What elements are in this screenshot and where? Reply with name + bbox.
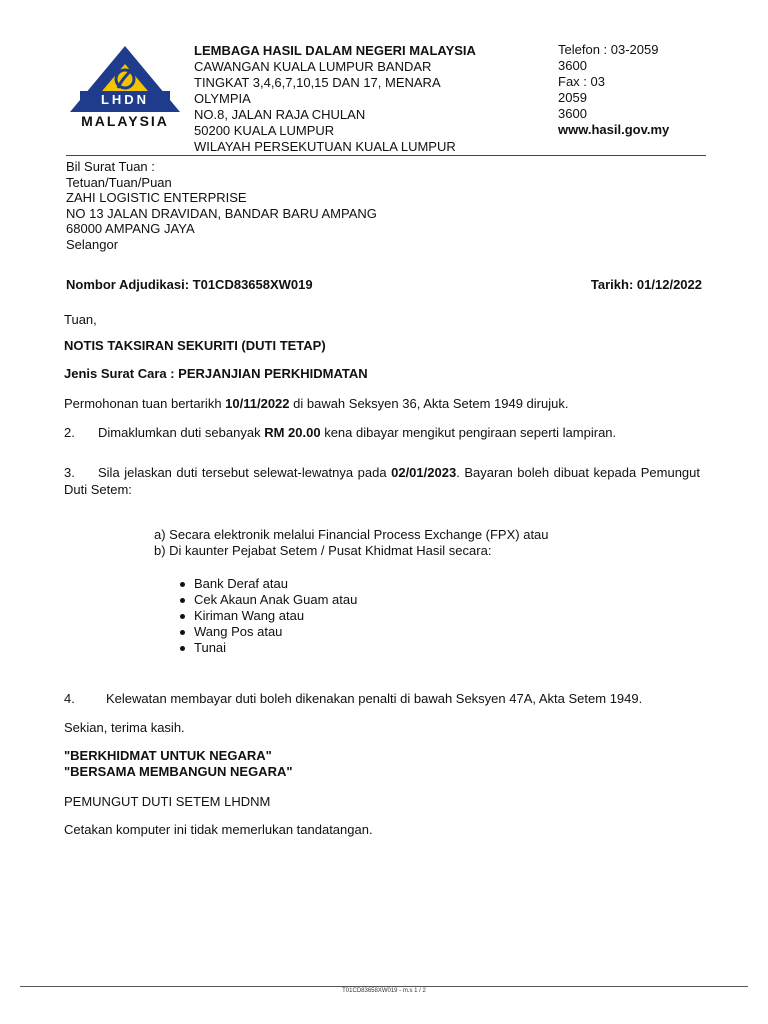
list-item: Wang Pos atau	[180, 624, 357, 640]
list-item: Tunai	[180, 640, 357, 656]
instrument-type: Jenis Surat Cara : PERJANJIAN PERKHIDMATAN	[64, 366, 368, 381]
recipient-line: Tetuan/Tuan/Puan	[66, 174, 172, 190]
org-line: TINGKAT 3,4,6,7,10,15 DAN 17, MENARA	[194, 75, 441, 90]
header-divider	[66, 155, 706, 156]
office-address	[194, 43, 476, 155]
motto-line-1: "BERKHIDMAT UNTUK NEGARA"	[64, 748, 272, 763]
list-item: Kiriman Wang atau	[180, 608, 357, 624]
org-line: 50200 KUALA LUMPUR	[194, 123, 335, 138]
office-contact	[558, 42, 669, 138]
payment-methods-list	[180, 576, 357, 656]
org-line: WILAYAH PERSEKUTUAN KUALA LUMPUR	[194, 139, 456, 154]
contact-line: 3600	[558, 58, 587, 73]
list-item: Cek Akaun Anak Guam atau	[180, 592, 357, 608]
computer-print-note: Cetakan komputer ini tidak memerlukan tandatangan.	[64, 822, 373, 837]
p2-text-end: kena dibayar mengikut pengiraan seperti lampiran.	[320, 425, 617, 440]
list-item: Bank Deraf atau	[180, 576, 357, 592]
closing: Sekian, terima kasih.	[64, 720, 185, 735]
p2-number: 2.	[64, 425, 75, 440]
salutation: Tuan,	[64, 312, 97, 327]
date-value: 01/12/2022	[636, 277, 702, 292]
recipient-line: Bil Surat Tuan :	[66, 159, 155, 174]
org-name: LEMBAGA HASIL DALAM NEGERI MALAYSIA	[194, 43, 476, 58]
logo-malaysia-text: MALAYSIA	[81, 113, 169, 129]
p4-number: 4.	[64, 691, 75, 706]
application-date: 10/11/2022	[225, 396, 290, 411]
motto-line-2: "BERSAMA MEMBANGUN NEGARA"	[64, 764, 293, 779]
footer-divider	[20, 986, 748, 987]
signatory: PEMUNGUT DUTI SETEM LHDNM	[64, 794, 271, 809]
paragraph-1	[64, 396, 568, 412]
duty-amount: RM 20.00	[264, 425, 321, 440]
org-line: OLYMPIA	[194, 91, 251, 106]
p1-text-end: di bawah Seksyen 36, Akta Setem 1949 dirujuk.	[289, 396, 569, 411]
recipient-line: ZAHI LOGISTIC ENTERPRISE	[66, 190, 247, 205]
logo-lhdn-text: LHDN	[100, 92, 150, 107]
org-line: CAWANGAN KUALA LUMPUR BANDAR	[194, 59, 432, 74]
lhdn-logo	[66, 44, 184, 130]
contact-line: Fax : 03	[558, 74, 605, 89]
recipient-line: NO 13 JALAN DRAVIDAN, BANDAR BARU AMPANG	[66, 205, 377, 221]
p3-text-end: . Bayaran boleh dibuat kepada Pemungut Duti Setem:	[64, 465, 700, 497]
p1-text: Permohonan tuan bertarikh	[64, 396, 226, 411]
payment-option-b: b) Di kaunter Pejabat Setem / Pusat Khidmat Hasil secara:	[154, 543, 492, 558]
payment-option-a: a) Secara elektronik melalui Financial Process Exchange (FPX) atau	[154, 527, 549, 542]
p3-text: Sila jelaskan duti tersebut selewat-lewatnya pada	[98, 465, 392, 480]
date-label: Tarikh:	[590, 277, 634, 292]
contact-line: 3600	[558, 106, 587, 121]
paragraph-2	[64, 425, 616, 441]
adjudication-number: T01CD83658XW019	[192, 277, 313, 292]
contact-line: 2059	[558, 90, 587, 105]
recipient-line: 68000 AMPANG JAYA	[66, 221, 195, 236]
notice-title: NOTIS TAKSIRAN SEKURITI (DUTI TETAP)	[64, 338, 326, 353]
paragraph-4	[64, 691, 642, 707]
adjudication-label: Nombor Adjudikasi:	[66, 277, 190, 292]
due-date: 02/01/2023	[391, 465, 457, 480]
p3-number: 3.	[64, 465, 75, 480]
page-footer: T01CD83658XW019 - m.s 1 / 2	[342, 988, 426, 994]
letter-date	[591, 277, 702, 292]
recipient-address	[66, 159, 377, 252]
org-line: NO.8, JALAN RAJA CHULAN	[194, 107, 366, 122]
reference-row	[66, 277, 702, 292]
p4-text: Kelewatan membayar duti boleh dikenakan penalti di bawah Seksyen 47A, Akta Setem 1949.	[106, 691, 643, 706]
website-link[interactable]: www.hasil.gov.my	[558, 122, 670, 137]
contact-line: Telefon : 03-2059	[558, 42, 659, 57]
recipient-line: Selangor	[66, 236, 119, 252]
p2-text: Dimaklumkan duti sebanyak	[98, 425, 265, 440]
paragraph-3	[64, 464, 700, 498]
lhdn-emblem-icon	[66, 44, 184, 130]
